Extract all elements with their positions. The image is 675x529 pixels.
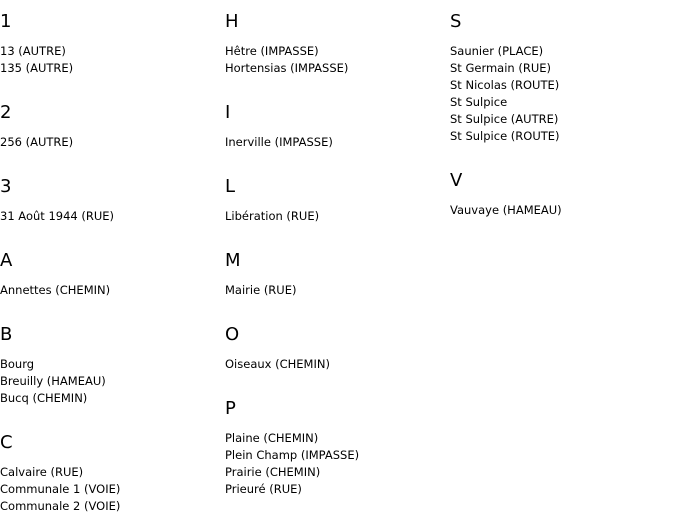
street-link[interactable]: Mairie (RUE) bbox=[225, 283, 297, 297]
letter-group bbox=[225, 101, 450, 165]
street-list bbox=[0, 282, 225, 299]
street-list bbox=[0, 208, 225, 225]
group-spacer bbox=[225, 225, 450, 239]
street-link[interactable]: Prieuré (RUE) bbox=[225, 482, 302, 496]
street-link[interactable]: Bourg bbox=[0, 357, 35, 371]
street-link[interactable]: 256 (AUTRE) bbox=[0, 135, 74, 149]
letter-heading: 1 bbox=[0, 11, 12, 32]
street-list bbox=[0, 464, 225, 515]
street-list bbox=[225, 430, 450, 498]
street-link[interactable]: Inerville (IMPASSE) bbox=[225, 135, 333, 149]
group-spacer bbox=[0, 77, 225, 91]
letter-heading: H bbox=[225, 11, 239, 32]
street-list bbox=[225, 134, 450, 151]
street-link[interactable]: 13 (AUTRE) bbox=[0, 44, 66, 58]
letter-heading: L bbox=[225, 176, 236, 197]
street-link[interactable]: Vauvaye (HAMEAU) bbox=[450, 203, 562, 217]
letter-heading: C bbox=[0, 432, 13, 453]
letter-group bbox=[0, 249, 225, 313]
street-link[interactable]: Hêtre (IMPASSE) bbox=[225, 44, 319, 58]
letter-heading: B bbox=[0, 324, 13, 345]
street-link[interactable]: Annettes (CHEMIN) bbox=[0, 283, 111, 297]
group-spacer bbox=[0, 225, 225, 239]
street-link[interactable]: Libération (RUE) bbox=[225, 209, 320, 223]
letter-group bbox=[0, 431, 225, 529]
street-list bbox=[0, 134, 225, 151]
letter-group bbox=[0, 323, 225, 421]
street-link[interactable]: Plein Champ (IMPASSE) bbox=[225, 448, 360, 462]
group-spacer bbox=[0, 151, 225, 165]
street-link[interactable]: St Germain (RUE) bbox=[450, 61, 552, 75]
letter-heading: A bbox=[0, 250, 13, 271]
group-spacer bbox=[0, 299, 225, 313]
index-column-3 bbox=[450, 0, 675, 233]
street-link[interactable]: Oiseaux (CHEMIN) bbox=[225, 357, 330, 371]
street-link[interactable]: Breuilly (HAMEAU) bbox=[0, 374, 106, 388]
letter-group bbox=[225, 397, 450, 512]
group-spacer bbox=[225, 498, 450, 512]
street-link[interactable]: Bucq (CHEMIN) bbox=[0, 391, 88, 405]
street-link[interactable]: Calvaire (RUE) bbox=[0, 465, 84, 479]
street-link[interactable]: St Sulpice bbox=[450, 95, 508, 109]
street-link[interactable]: St Sulpice (ROUTE) bbox=[450, 129, 560, 143]
letter-heading: V bbox=[450, 170, 463, 191]
group-spacer bbox=[225, 299, 450, 313]
group-spacer bbox=[225, 77, 450, 91]
letter-group bbox=[225, 10, 450, 91]
letter-heading: S bbox=[450, 11, 462, 32]
street-link[interactable]: Communale 1 (VOIE) bbox=[0, 482, 121, 496]
letter-group bbox=[225, 323, 450, 387]
letter-group bbox=[450, 10, 675, 159]
street-list bbox=[0, 356, 225, 407]
street-link[interactable]: St Sulpice (AUTRE) bbox=[450, 112, 559, 126]
street-list bbox=[225, 282, 450, 299]
street-link[interactable]: 31 Août 1944 (RUE) bbox=[0, 209, 115, 223]
street-link[interactable]: Hortensias (IMPASSE) bbox=[225, 61, 349, 75]
group-spacer bbox=[0, 407, 225, 421]
letter-group bbox=[0, 101, 225, 165]
letter-heading: I bbox=[225, 102, 231, 123]
street-list bbox=[225, 208, 450, 225]
letter-group bbox=[450, 169, 675, 233]
letter-heading: 3 bbox=[0, 176, 12, 197]
street-link[interactable]: Communale 2 (VOIE) bbox=[0, 499, 121, 513]
street-list bbox=[450, 202, 675, 219]
group-spacer bbox=[450, 219, 675, 233]
letter-heading: P bbox=[225, 398, 236, 419]
street-list bbox=[450, 43, 675, 145]
street-list bbox=[0, 43, 225, 77]
index-column-2 bbox=[225, 0, 450, 512]
letter-heading: O bbox=[225, 324, 240, 345]
group-spacer bbox=[0, 515, 225, 529]
letter-heading: M bbox=[225, 250, 241, 271]
letter-group bbox=[225, 249, 450, 313]
street-list bbox=[225, 43, 450, 77]
index-column-1 bbox=[0, 0, 225, 529]
street-link[interactable]: Saunier (PLACE) bbox=[450, 44, 544, 58]
street-link[interactable]: Prairie (CHEMIN) bbox=[225, 465, 321, 479]
street-link[interactable]: St Nicolas (ROUTE) bbox=[450, 78, 560, 92]
street-list bbox=[225, 356, 450, 373]
street-link[interactable]: 135 (AUTRE) bbox=[0, 61, 74, 75]
group-spacer bbox=[225, 151, 450, 165]
letter-heading: 2 bbox=[0, 102, 12, 123]
group-spacer bbox=[225, 373, 450, 387]
group-spacer bbox=[450, 145, 675, 159]
letter-group bbox=[225, 175, 450, 239]
letter-group bbox=[0, 175, 225, 239]
letter-group bbox=[0, 10, 225, 91]
street-link[interactable]: Plaine (CHEMIN) bbox=[225, 431, 319, 445]
